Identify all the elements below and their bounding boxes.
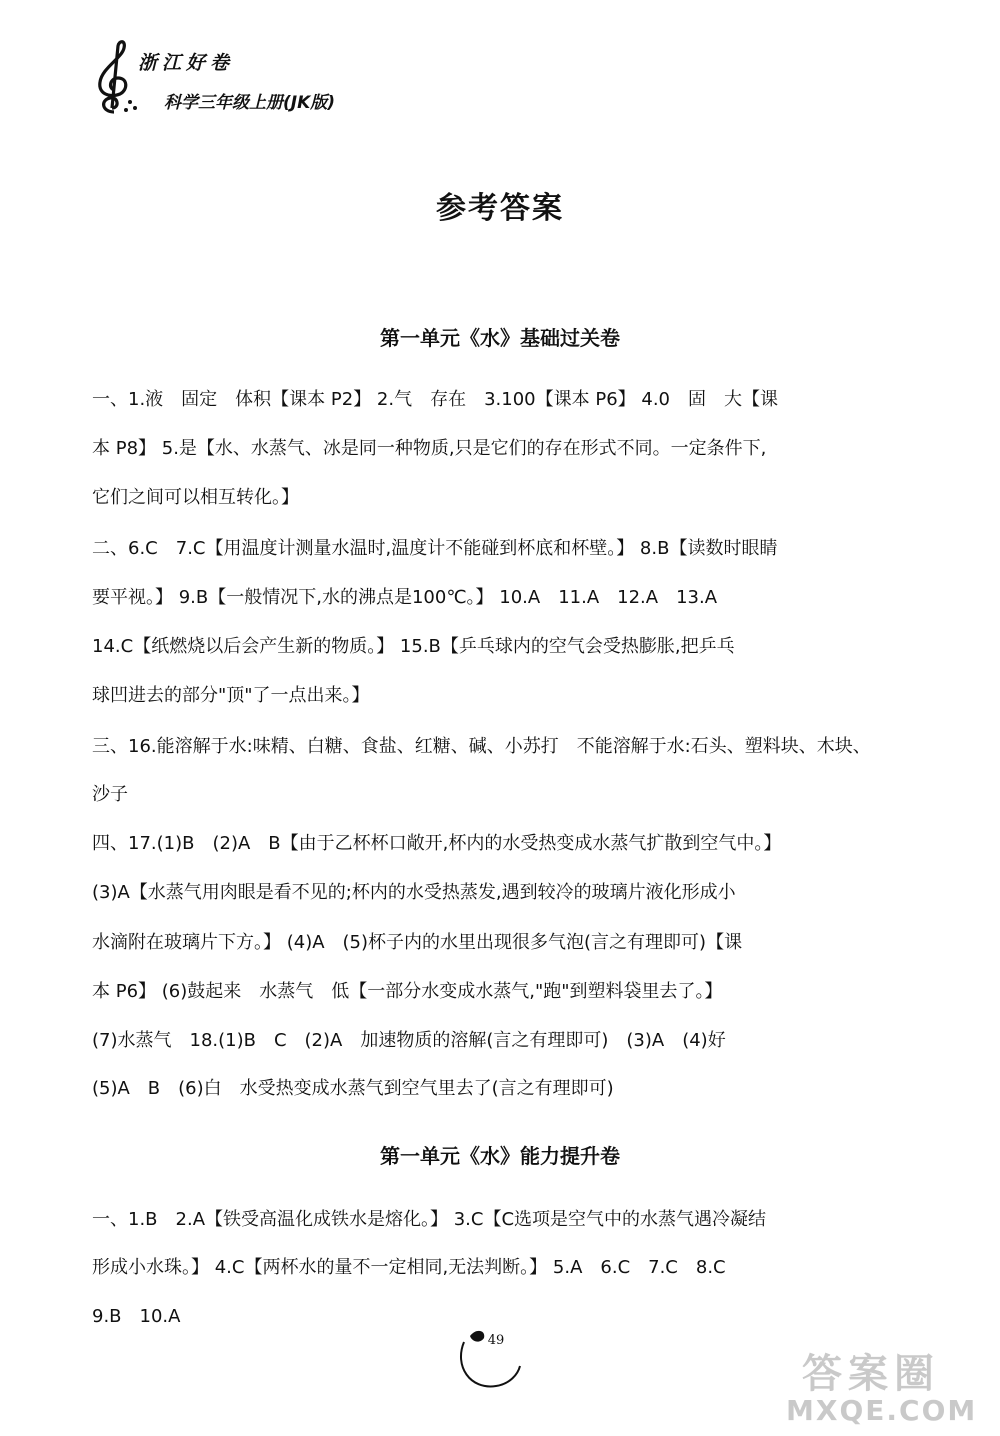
series-title: 浙江好卷	[138, 52, 235, 74]
answer-line: 四、17.(1)B (2)A B【由于乙杯杯口敞开,杯内的水受热变成水蒸气扩散到空气中。】	[92, 833, 782, 854]
answer-line: 沙子	[92, 784, 128, 805]
answer-line: 水滴附在玻璃片下方。】 (4)A (5)杯子内的水里出现很多气泡(言之有理即可)【课	[92, 932, 743, 953]
answer-line: (3)A【水蒸气用肉眼是看不见的;杯内的水受热蒸发,遇到较冷的玻璃片液化形成小	[92, 882, 736, 903]
answer-line: 二、6.C 7.C【用温度计测量水温时,温度计不能碰到杯底和杯壁。】 8.B【读数时眼睛	[92, 538, 778, 559]
watermark-logo-text: 答案圈	[802, 1351, 940, 1397]
answer-line: 本 P6】 (6)鼓起来 水蒸气 低【一部分水变成水蒸气,"跑"到塑料袋里去了。】	[92, 981, 723, 1002]
book-subject: 科学三年级上册(JK版)	[164, 93, 336, 113]
answer-line: (5)A B (6)白 水受热变成水蒸气到空气里去了(言之有理即可)	[92, 1078, 614, 1099]
answer-line: 要平视。】 9.B【一般情况下,水的沸点是100℃。】 10.A 11.A 12.A 13.A	[92, 587, 718, 608]
answer-line: 本 P8】 5.是【水、水蒸气、冰是同一种物质,只是它们的存在形式不同。一定条件下,	[92, 438, 767, 459]
answer-line: (7)水蒸气 18.(1)B C (2)A 加速物质的溶解(言之有理即可) (3)A (4)好	[92, 1030, 726, 1051]
treble-clef-logo	[88, 38, 140, 116]
answer-line: 形成小水珠。】 4.C【两杯水的量不一定相同,无法判断。】 5.A 6.C 7.C 8.C	[92, 1257, 726, 1278]
answer-line: 9.B 10.A	[92, 1306, 181, 1327]
page-number: 49	[487, 1333, 505, 1348]
watermark-url: MXQE.COM	[786, 1394, 978, 1427]
answer-line: 14.C【纸燃烧以后会产生新的物质。】 15.B【乒乓球内的空气会受热膨胀,把乒乓	[92, 636, 735, 657]
watermark	[782, 1342, 992, 1430]
answer-line: 一、1.液 固定 体积【课本 P2】 2.气 存在 3.100【课本 P6】 4.0 固 大【课	[92, 389, 779, 410]
answer-line: 它们之间可以相互转化。】	[92, 487, 299, 508]
section-title: 第一单元《水》能力提升卷	[380, 1144, 620, 1168]
page-title: 参考答案	[436, 191, 564, 226]
answer-line: 一、1.B 2.A【铁受高温化成铁水是熔化。】 3.C【C选项是空气中的水蒸气遇冷凝结	[92, 1209, 767, 1230]
book-header	[88, 38, 388, 118]
answer-line: 三、16.能溶解于水:味精、白糖、食盐、红糖、碱、小苏打 不能溶解于水:石头、塑料块、木块、	[92, 736, 871, 757]
answer-line: 球凹进去的部分"顶"了一点出来。】	[92, 685, 370, 706]
section-title: 第一单元《水》基础过关卷	[380, 326, 620, 350]
